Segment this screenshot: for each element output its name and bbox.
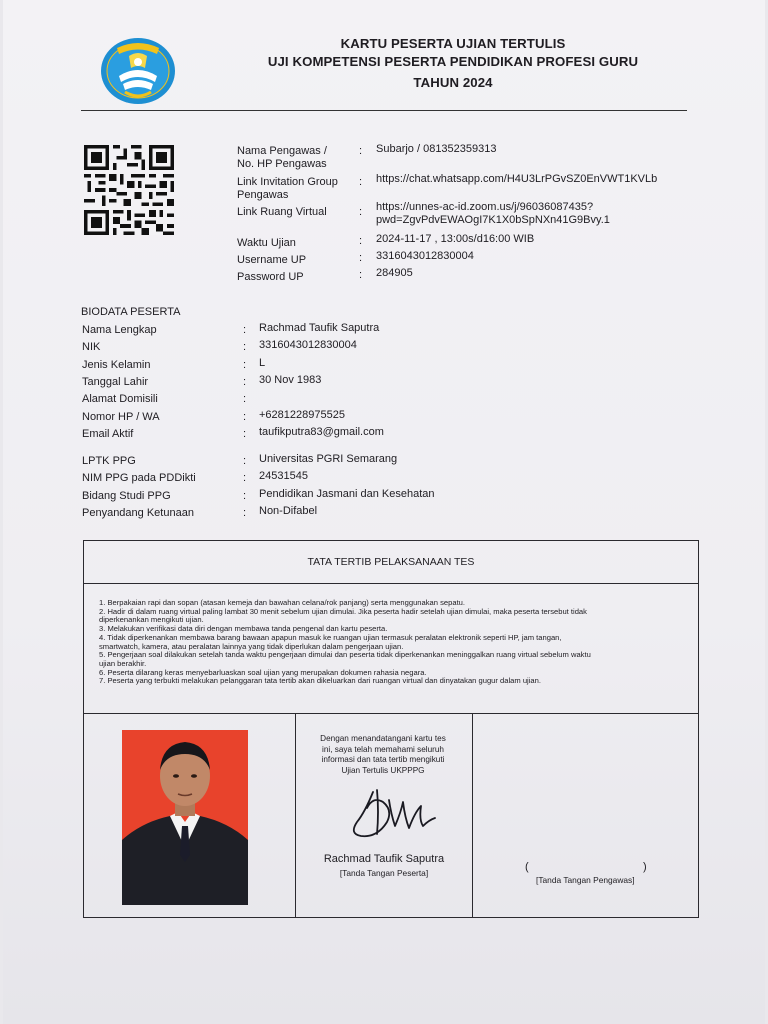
participant-signature-caption: [Tanda Tangan Peserta] [339,868,429,878]
biodata-label: Penyandang Ketunaan [82,506,194,519]
tut-wuri-handayani-logo [99,36,177,106]
rule-item: 5. Pengerjaan soal dilakukan setelah tanda waktu pengerjaan dimulai dan peserta tidak diperkenankan meninggalkan ruang virtual sebelum waktu [99,650,591,660]
separator: : [243,455,247,467]
separator: : [243,341,247,354]
separator: : [359,206,363,218]
exam-title: UJI KOMPETENSI PESERTA PENDIDIKAN PROFESI GURU [267,54,639,69]
supervisor-paren-open: ( [525,861,529,873]
separator: : [243,375,247,388]
qr-code [82,145,176,235]
value-link-ruang-pwd: pwd=ZgvPdvEWAOgI7K1X0bSpNXn41G9Bvy.1 [376,214,610,226]
supervisor-signature-caption: [Tanda Tangan Pengawas] [536,875,635,885]
biodata-value: taufikputra83@gmail.com [259,425,384,438]
biodata-value: Rachmad Taufik Saputra [259,322,380,334]
label-hp-pengawas: No. HP Pengawas [237,158,327,170]
rules-title: TATA TERTIB PELAKSANAAN TES [307,556,475,568]
value-link-ruang[interactable]: https://unnes-ac-id.zoom.us/j/96036087435? [376,201,594,213]
rule-item: ujian berakhir. [99,658,147,668]
participant-photo [122,730,248,905]
label-nama-pengawas: Nama Pengawas / [237,145,327,157]
separator: : [359,252,363,264]
exam-year: TAHUN 2024 [413,75,493,90]
separator: : [243,506,247,519]
rules-list [99,599,689,686]
biodata-label: NIK [82,341,101,354]
biodata-value: +6281228975525 [259,408,345,421]
declaration-line: Dengan menandatangani kartu tes [320,734,446,743]
separator: : [243,410,247,423]
biodata-label: Jenis Kelamin [82,358,151,371]
separator: : [359,176,363,188]
biodata-value: Non-Difabel [259,504,318,517]
separator: : [243,472,247,485]
label-link-group: Link Invitation Group [237,176,338,188]
separator: : [243,489,247,502]
rule-item: 7. Peserta yang terbukti melakukan pelanggaran tata tertib akan dikeluarkan dari ruangan virtual dan dinyatakan gugur dalam ujian. [99,676,541,686]
separator: : [243,393,247,406]
biodata-label: Nomor HP / WA [82,410,160,423]
rule-item: 4. Tidak diperkenankan membawa barang bawaan apapun masuk ke ruangan ujian termasuk peralatan elektronik seperti HP, jam tangan, [99,632,562,642]
biodata-title: BIODATA PESERTA [81,306,181,318]
supervisor-signature-box [472,713,699,918]
declaration-text [308,734,458,776]
value-waktu-ujian: 2024-11-17 , 13:00s/d16:00 WIB [376,233,535,245]
separator: : [359,235,363,247]
label-link-group-2: Pengawas [237,189,289,201]
separator: : [359,145,363,157]
biodata-label: Nama Lengkap [82,324,157,336]
biodata-value: Pendidikan Jasmani dan Kesehatan [259,487,435,500]
participant-signature [343,782,443,844]
declaration-line: Ujian Tertulis UKPPPG [341,765,425,775]
biodata-value: 30 Nov 1983 [259,373,322,386]
rule-item: 6. Peserta dilarang keras menyebarluaskan soal ujian yang merupakan dokumen rahasia negara. [99,667,427,677]
rule-item: 1. Berpakaian rapi dan sopan (atasan kemeja dan bawahan celana/rok panjang) serta menggunakan sepatu. [99,598,466,607]
header-divider [81,110,687,111]
biodata-value: 3316043012830004 [259,339,357,352]
biodata-label: Tanggal Lahir [82,375,149,388]
declaration-line: ini, saya telah memahami seluruh [322,744,444,754]
declaration-line: informasi dan tata tertib mengikuti [321,755,445,764]
document-page [3,0,765,1024]
biodata-label: Bidang Studi PPG [82,489,171,502]
card-title: KARTU PESERTA UJIAN TERTULIS [340,36,566,51]
value-password: 284905 [376,267,413,279]
biodata-value: Universitas PGRI Semarang [259,453,398,465]
rule-item: smartwatch, kamera, atau peralatan lainnya yang tidak diperlukan dalam pengerjaan ujian. [99,641,404,651]
separator: : [243,358,247,371]
biodata-label: Email Aktif [82,427,134,440]
separator: : [359,269,363,281]
value-pengawas: Subarjo / 081352359313 [376,143,497,155]
label-link-ruang: Link Ruang Virtual [237,206,327,218]
biodata-value: 24531545 [259,470,308,483]
biodata-label: NIM PPG pada PDDikti [82,472,196,485]
rule-item: 2. Hadir di dalam ruang virtual paling lambat 30 menit sebelum ujian dimulai. Jika peserta hadir setelah ujian dimulai, maka peserta tersebut tidak [99,606,587,616]
value-link-group[interactable]: https://chat.whatsapp.com/H4U3LrPGvSZ0EnVWT1KVLb [376,173,658,185]
separator: : [243,427,247,440]
separator: : [243,324,247,336]
rule-item: diperkenankan mengikuti ujian. [99,615,204,625]
value-username: 3316043012830004 [376,250,474,262]
rule-item: 3. Melakukan verifikasi data diri dengan membawa tanda pengenal dan kartu peserta. [99,624,388,634]
biodata-label: LPTK PPG [82,455,136,467]
label-username: Username UP [237,254,307,266]
label-password: Password UP [237,271,304,283]
participant-name: Rachmad Taufik Saputra [323,853,445,865]
biodata-label: Alamat Domisili [82,393,158,406]
biodata-value: L [259,356,266,369]
label-waktu-ujian: Waktu Ujian [237,237,296,249]
supervisor-paren-close: ) [643,861,647,873]
